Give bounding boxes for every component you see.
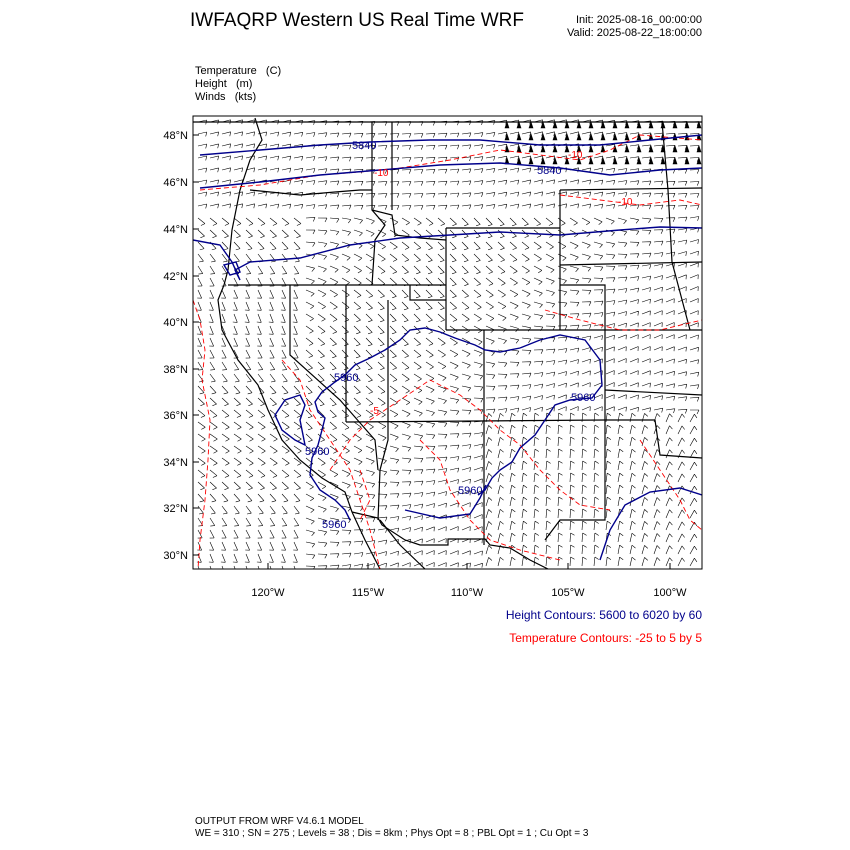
model-config: WE = 310 ; SN = 275 ; Levels = 38 ; Dis = 8km ; Phys Opt = 8 ; PBL Opt = 1 ; Cu Opt = 3 xyxy=(195,828,589,839)
temperature-label: -10 xyxy=(374,168,389,179)
field-temperature: Temperature (C) xyxy=(195,65,282,77)
lat-label: 46°N xyxy=(163,177,188,189)
model-version: OUTPUT FROM WRF V4.6.1 MODEL xyxy=(195,816,364,827)
height-legend: Height Contours: 5600 to 6020 by 60 xyxy=(505,608,702,622)
wind-barb-field xyxy=(197,120,701,575)
state-boundaries xyxy=(193,118,702,569)
temperature-legend: Temperature Contours: -25 to 5 by 5 xyxy=(509,631,702,645)
temperature-label: -10 xyxy=(568,150,583,161)
height-label: 5960 xyxy=(571,392,596,404)
lon-label: 105°W xyxy=(551,587,585,599)
lat-label: 42°N xyxy=(163,271,188,283)
temperature-label: -10 xyxy=(618,197,633,208)
lon-label: 120°W xyxy=(251,587,285,599)
latitude-labels xyxy=(163,130,188,562)
lat-label: 40°N xyxy=(163,317,188,329)
lat-label: 32°N xyxy=(163,503,188,515)
field-winds: Winds (kts) xyxy=(195,91,257,103)
model-info xyxy=(195,816,588,840)
height-label: 5960 xyxy=(322,519,347,531)
plot-title: IWFAQRP Western US Real Time WRF xyxy=(190,10,524,31)
lon-label: 115°W xyxy=(351,587,385,599)
lon-label: 100°W xyxy=(653,587,687,599)
field-height: Height (m) xyxy=(195,78,253,90)
lon-label: 110°W xyxy=(450,587,484,599)
lat-label: 34°N xyxy=(163,457,188,469)
init-time: Init: 2025-08-16_00:00:00 xyxy=(576,14,702,26)
height-label: 5960 xyxy=(458,485,483,497)
lat-label: 30°N xyxy=(163,550,188,562)
lat-label: 38°N xyxy=(163,364,188,376)
longitude-labels xyxy=(251,587,687,599)
height-label: 5960 xyxy=(305,446,330,458)
height-label: 5840 xyxy=(352,140,377,152)
lat-label: 44°N xyxy=(163,224,188,236)
valid-time: Valid: 2025-08-22_18:00:00 xyxy=(567,27,702,39)
lat-label: 36°N xyxy=(163,410,188,422)
temperature-label: -5 xyxy=(370,406,379,417)
height-label: 5840 xyxy=(537,165,562,177)
axis-ticks xyxy=(193,135,670,569)
height-label: 5960 xyxy=(334,372,359,384)
lat-label: 48°N xyxy=(163,130,188,142)
